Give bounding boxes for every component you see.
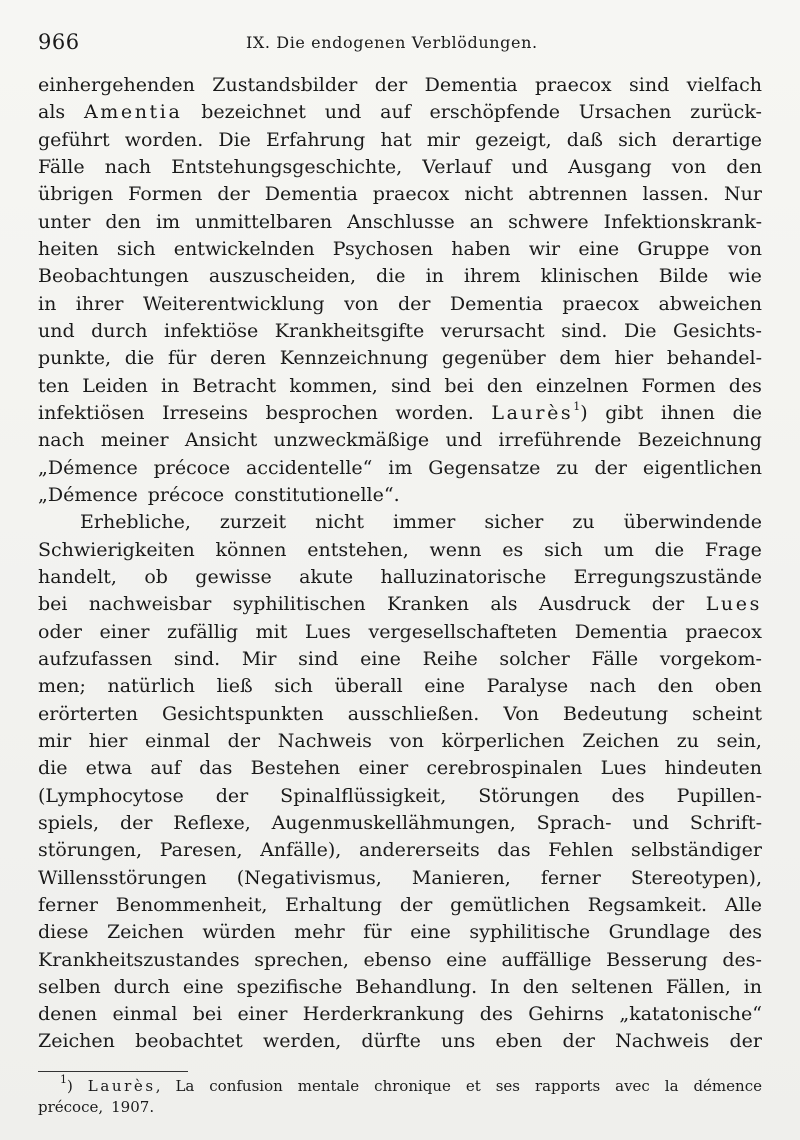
text-line: selben durch eine spezifische Behandlung. In den seltenen Fällen, in [38, 975, 762, 998]
text-line: mir hier einmal der Nachweis von körperlichen Zeichen zu sein, [38, 729, 762, 752]
text-line: störungen, Paresen, Anfälle), andererseits das Fehlen selbständiger [38, 839, 762, 862]
text-line: Zeichen beobachtet werden, dürfte uns eben der Nachweis der [38, 1030, 762, 1053]
text-line: (Lymphocytose der Spinalflüssigkeit, Störungen des Pupillen- [38, 784, 762, 807]
footnote-line: $^1$) Laurès, La confusion mentale chronique et ses rapports avec la démence [60, 1073, 762, 1095]
text-line: Krankheitszustandes sprechen, ebenso eine auffällige Besserung des- [38, 948, 762, 971]
text-line: „Démence précoce accidentelle“ im Gegensatze zu der eigentlichen [38, 456, 762, 479]
text-line: handelt, ob gewisse akute halluzinatorische Erregungszustände [38, 565, 762, 588]
text-line: unter den im unmittelbaren Anschlusse an schwere Infektionskrank- [38, 210, 762, 233]
text-line: geführt worden. Die Erfahrung hat mir gezeigt, daß sich derartige [38, 128, 762, 151]
text-line: oder einer zufällig mit Lues vergesellschafteten Dementia praecox [38, 620, 762, 643]
text-line: ten Leiden in Betracht kommen, sind bei den einzelnen Formen des [38, 374, 762, 397]
page-number: 966 [38, 30, 80, 54]
running-head: IX. Die endogenen Verblödungen. [246, 33, 538, 52]
text-line: und durch infektiöse Krankheitsgifte verursacht sind. Die Gesichts- [38, 319, 762, 342]
footnote-line: précoce, 1907. [38, 1098, 155, 1116]
text-line: denen einmal bei einer Herderkrankung des Gehirns „katatonische“ [38, 1003, 762, 1026]
text-line: Erhebliche, zurzeit nicht immer sicher zu überwindende [80, 511, 762, 534]
page-header [38, 30, 764, 58]
text-line: spiels, der Reflexe, Augenmuskellähmungen, Sprach- und Schrift- [38, 811, 762, 834]
footnote [38, 1073, 762, 1118]
text-line: men; natürlich ließ sich überall eine Paralyse nach den oben [38, 675, 762, 698]
text-line: aufzufassen sind. Mir sind eine Reihe solcher Fälle vorgekom- [38, 647, 762, 670]
text-line: einhergehenden Zustandsbilder der Dementia praecox sind vielfach [38, 74, 762, 96]
footnote-rule [38, 1071, 188, 1072]
text-line: die etwa auf das Bestehen einer cerebrospinalen Lues hindeuten [38, 757, 762, 780]
text-line: erörterten Gesichtspunkten ausschließen. Von Bedeutung scheint [38, 702, 762, 725]
text-line: punkte, die für deren Kennzeichnung gegenüber dem hier behandel- [38, 347, 762, 370]
text-line: nach meiner Ansicht unzweckmäßige und irreführende Bezeichnung [38, 429, 762, 452]
text-line: „Démence précoce constitutionelle“. [38, 483, 400, 506]
text-line: als Amentia bezeichnet und auf erschöpfende Ursachen zurück- [38, 101, 762, 124]
body-text [38, 72, 762, 1056]
text-line: Schwierigkeiten können entstehen, wenn es sich um die Frage [38, 538, 762, 561]
text-line: heiten sich entwickelnden Psychosen haben wir eine Gruppe von [38, 237, 762, 260]
text-line: ferner Benommenheit, Erhaltung der gemütlichen Regsamkeit. Alle [38, 893, 762, 916]
text-line: Beobachtungen auszuscheiden, die in ihrem klinischen Bilde wie [38, 265, 762, 288]
text-line: Willensstörungen (Negativismus, Manieren, ferner Stereotypen), [38, 866, 762, 889]
text-line: infektiösen Irreseins besprochen worden. Laurès$^1$) gibt ihnen die [38, 399, 762, 424]
text-line: Fälle nach Entstehungsgeschichte, Verlauf und Ausgang von den [38, 155, 762, 178]
text-line: in ihrer Weiterentwicklung von der Dementia praecox abweichen [38, 292, 762, 315]
text-line: übrigen Formen der Dementia praecox nicht abtrennen lassen. Nur [38, 183, 762, 206]
text-line: diese Zeichen würden mehr für eine syphilitische Grundlage des [38, 921, 762, 944]
text-line: bei nachweisbar syphilitischen Kranken als Ausdruck der Lues [38, 593, 762, 616]
